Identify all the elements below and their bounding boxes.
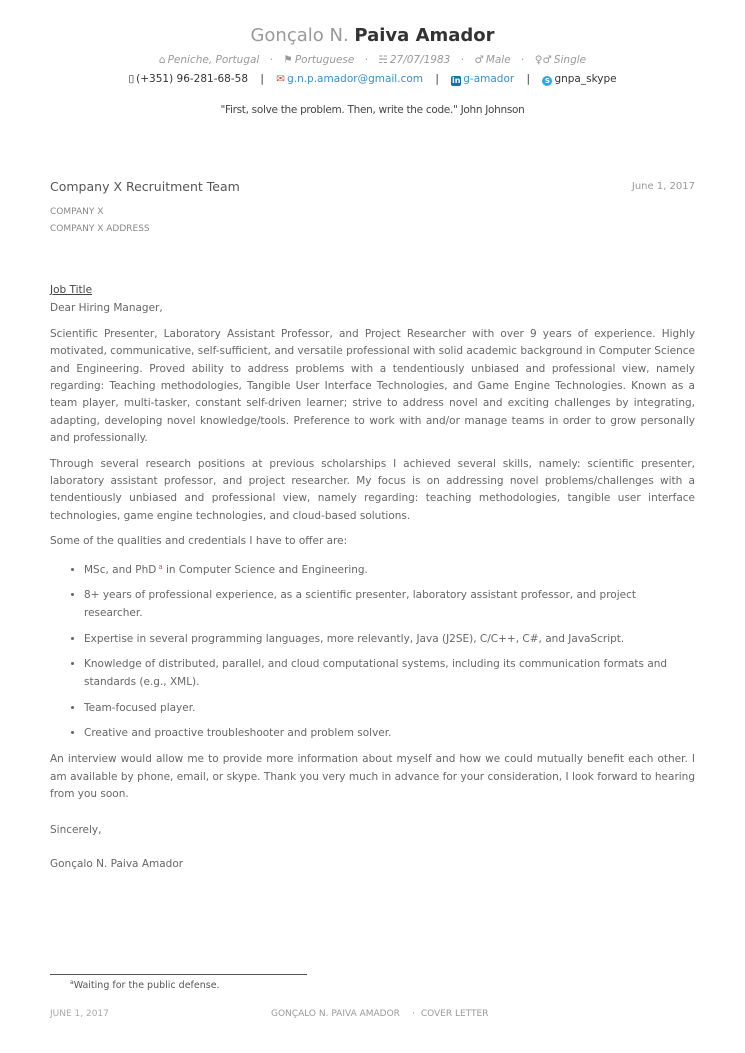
- separator: |: [526, 73, 531, 85]
- qualities-list: [50, 559, 695, 743]
- paragraph: Scientific Presenter, Laboratory Assistant Professor, and Project Researcher with over 9 years of experience. Highly motivated, communicative, self-sufficient, and versatile professional with solid academic background in Computer Science and Engineering. Proved ability to address problems with a tendentiously unbiased and professional view, namely regarding: Teaching methodologies, Tangible User Interface Technologies, and Game Engine Technologies. Known as a team player, multi-tasker, constant self-driven learner; strive to address novel and exciting challenges by integrating, adapting, developing novel knowledge/tools. Preference to work with and/or manage teams in order to grow personally and professionally.: [50, 327, 696, 445]
- list-item: • Expertise in several programming languages, more relevantly, Java (J2SE), C/C++, C#, and JavaScript.: [84, 631, 695, 648]
- last-name: Paiva Amador: [354, 25, 495, 46]
- separator: |: [435, 73, 439, 85]
- list-item: • Creative and proactive troubleshooter and problem solver.: [84, 725, 695, 742]
- footnote-mark: a: [70, 979, 74, 986]
- marital-status-icon: ♀♂: [534, 54, 552, 66]
- resume-header: [0, 24, 745, 86]
- contact-info: [0, 72, 745, 86]
- footer-name: GONÇALO N. PAIVA AMADOR: [271, 1009, 400, 1019]
- footnote-text: Waiting for the public defense.: [73, 980, 220, 991]
- paragraph: An interview would allow me to provide more information about myself and how we could mutually benefit each other. I am available by phone, email, or skype. Thank you very much in advance for your consideration, I look forward to hearing from you soon.: [50, 753, 695, 801]
- separator: ·: [269, 54, 274, 66]
- letter-date: June 1, 2017: [631, 181, 695, 192]
- phone-number[interactable]: (+351) 96-281-68-58: [136, 73, 249, 85]
- letter-body: [50, 282, 695, 873]
- list-item: • Team-focused player.: [84, 700, 695, 717]
- personal-info: [0, 53, 745, 67]
- page-title: [0, 24, 745, 48]
- list-item: • MSc, and PhD $^a$ in Computer Science and Engineering.: [84, 559, 695, 579]
- closing: Sincerely,: [50, 823, 102, 836]
- mobile-phone-icon: ▯: [128, 73, 135, 85]
- footer-date: JUNE 1, 2017: [50, 1009, 109, 1019]
- footnote-marker[interactable]: a: [158, 562, 163, 571]
- recipient-block: [50, 179, 695, 238]
- separator: |: [260, 73, 264, 85]
- location: Peniche, Portugal: [167, 54, 260, 66]
- footnote: [70, 979, 220, 991]
- company-name: COMPANY X: [50, 207, 104, 217]
- separator: ·: [460, 54, 465, 66]
- first-name: Gonçalo N.: [250, 25, 349, 46]
- recipient-address: [50, 204, 695, 238]
- signature-name: Gonçalo N. Paiva Amador: [50, 857, 184, 870]
- birthdate: 27/07/1983: [389, 54, 451, 66]
- separator: ·: [364, 54, 369, 66]
- nationality: Portuguese: [294, 54, 355, 66]
- envelope-icon: ✉: [276, 73, 286, 85]
- job-title: Job Title: [50, 284, 93, 296]
- recipient-title: Company X Recruitment Team: [50, 179, 240, 194]
- flag-icon: ⚑: [283, 54, 293, 66]
- footer-title: [271, 1009, 488, 1019]
- home-icon: ⌂: [158, 54, 166, 66]
- email-link[interactable]: g.n.p.amador@gmail.com: [287, 73, 423, 85]
- salutation: Dear Hiring Manager,: [50, 302, 163, 315]
- marital-status: Single: [553, 54, 587, 66]
- skype-handle[interactable]: gnpa_skype: [554, 73, 617, 85]
- linkedin-link[interactable]: g-amador: [463, 73, 515, 85]
- separator: ·: [411, 1009, 415, 1019]
- skype-icon: S: [542, 76, 552, 86]
- company-address: COMPANY X ADDRESS: [50, 224, 150, 234]
- list-item: • Knowledge of distributed, parallel, and cloud computational systems, including its communication formats and standards (e.g., XML).: [84, 656, 695, 691]
- list-item: • 8+ years of professional experience, as a scientific presenter, laboratory assistant professor, and project researcher.: [84, 587, 695, 622]
- footnote-divider: [50, 974, 307, 975]
- birthday-cake-icon: ☵: [378, 54, 388, 66]
- header-quote: "First, solve the problem. Then, write the code." John Johnson: [220, 104, 525, 116]
- separator: ·: [521, 54, 525, 66]
- linkedin-icon: in: [452, 76, 461, 85]
- qualities-intro: Some of the qualities and credentials I have to offer are:: [50, 535, 348, 548]
- male-icon: ♂: [474, 54, 484, 66]
- footer-doc-type: COVER LETTER: [420, 1009, 489, 1019]
- gender: Male: [485, 54, 511, 66]
- paragraph: Through several research positions at previous scholarships I achieved several skills, namely: scientific presenter, laboratory assistant professor, and project researcher. My focus is on addressing novel problems/challenges with a tendentiously unbiased and professional view, namely regarding: teaching methodologies, tangible user interface technologies, game engine technologies, and cloud-based solutions.: [50, 457, 695, 522]
